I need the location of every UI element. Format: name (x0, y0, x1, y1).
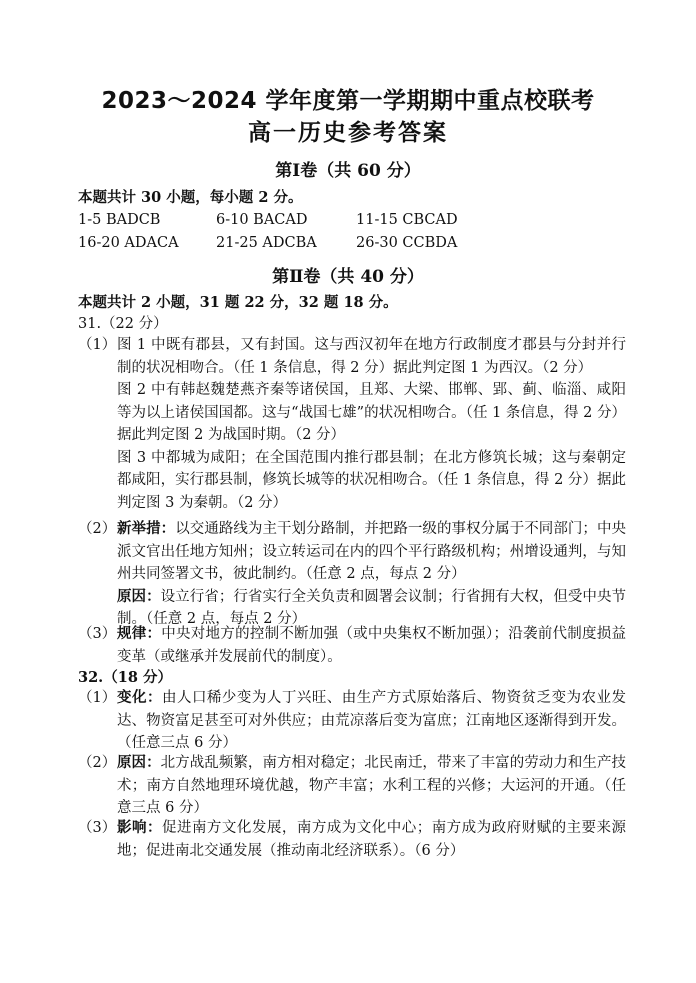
label-impact: 影响： (117, 819, 162, 836)
label-change: 变化： (117, 689, 162, 706)
label-reason: 原因： (117, 587, 161, 605)
part-number: （1） (78, 690, 117, 706)
q32-part-1 (78, 687, 626, 755)
q32-part-2 (78, 752, 626, 820)
part-number: （1） (78, 337, 117, 353)
answer-group: 6-10 BACAD (216, 212, 308, 228)
part-number: （3） (78, 626, 117, 642)
question-31-label: 31.（22 分） (78, 316, 168, 332)
document-title: 2023～2024 学年度第一学期期中重点校联考 (101, 88, 595, 114)
answer-group: 16-20 ADACA (78, 235, 179, 251)
q32-part-3 (78, 817, 626, 862)
part-number: （3） (78, 820, 117, 836)
section-2-heading: 第Ⅱ卷（共 40 分） (272, 267, 424, 287)
q31-part-3 (78, 623, 626, 668)
q32-3-text: 促进南方文化发展，南方成为文化中心；南方成为政府财赋的主要来源地；促进南北交通发展（推动南北经济联系）。（6 分） (117, 820, 627, 859)
section-2-intro: 本题共计 2 小题，31 题 22 分，32 题 18 分。 (78, 294, 398, 311)
label-new-measures: 新举措： (117, 520, 176, 537)
q32-1-text: 由人口稀少变为人丁兴旺、由生产方式原始落后、物资贫乏变为农业发达、物资富足甚至可对外供应；由荒凉落后变为富庶；江南地区逐渐得到开发。（任意三点 6 分） (117, 690, 627, 751)
part-number: （2） (78, 521, 117, 537)
q32-2-text: 北方战乱频繁，南方相对稳定；北民南迁，带来了丰富的劳动力和生产技术；南方自然地理环境优越，物产丰富；水利工程的兴修；大运河的开通。（任意三点 6 分） (117, 755, 627, 816)
answer-group: 26-30 CCBDA (356, 235, 458, 251)
label-cause: 原因： (117, 754, 161, 771)
label-pattern: 规律： (117, 625, 162, 642)
q31-part-1 (78, 334, 626, 514)
q31-1-paragraph-3: 图 3 中都城为咸阳；在全国范围内推行郡县制；在北方修筑长城；这与秦朝定都咸阳，实行郡县制，修筑长城等的状况相吻合。（任 1 条信息，得 2 分）据此判定图 3 为秦朝。（2 分） (117, 449, 626, 511)
q31-1-paragraph-1: 图 1 中既有郡县，又有封国。这与西汉初年在地方行政制度才郡县与分封并行制的状况相吻合。（任 1 条信息，得 2 分）据此判定图 1 为西汉。（2 分） (117, 337, 626, 376)
q31-2-measures-text: 以交通路线为主干划分路制，并把路一级的事权分属于不同部门；中央派文官出任地方知州；设立转运司在内的四个平行路级机构；州增设通判，与知州共同签署文书，彼此制约。（任意 2 点，每点 2 分） (117, 521, 627, 582)
section-1-intro: 本题共计 30 小题，每小题 2 分。 (78, 189, 303, 206)
part-number: （2） (78, 755, 117, 771)
question-32-label: 32.（18 分） (78, 669, 172, 686)
q31-part-2 (78, 518, 626, 631)
q31-2-reason-text: 设立行省；行省实行全关负责和圆署会议制；行省拥有大权，但受中央节制。（任意 2 点，每点 2 分） (117, 588, 627, 627)
section-1-heading: 第Ⅰ卷（共 60 分） (275, 161, 421, 181)
document-subtitle: 高一历史参考答案 (248, 120, 448, 146)
answer-group: 21-25 ADCBA (216, 235, 317, 251)
answer-group: 1-5 BADCB (78, 212, 161, 228)
q31-3-text: 中央对地方的控制不断加强（或中央集权不断加强）；沿袭前代制度损益变革（或继承并发展前代的制度）。 (117, 626, 627, 665)
answer-group: 11-15 CBCAD (356, 212, 458, 228)
q31-1-paragraph-2: 图 2 中有韩赵魏楚燕齐秦等诸侯国，且郑、大梁、邯郸、郢、蓟、临淄、咸阳等为以上诸侯国国都。这与“战国七雄”的状况相吻合。（任 1 条信息，得 2 分）据此判定图 2 为战国时期。（2 分） (117, 382, 626, 443)
